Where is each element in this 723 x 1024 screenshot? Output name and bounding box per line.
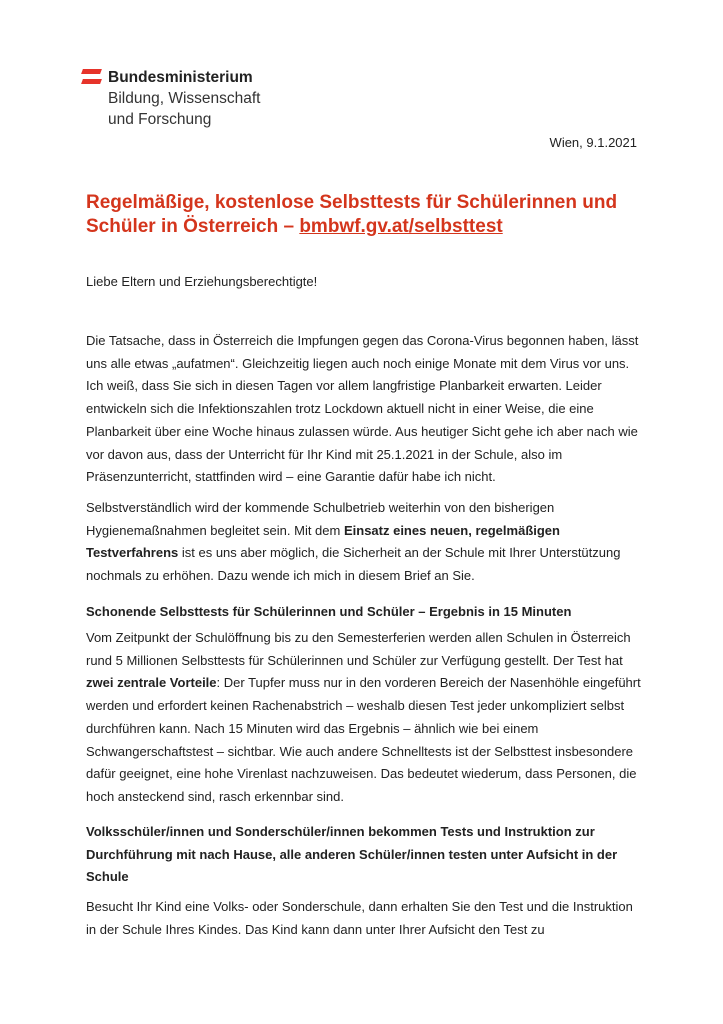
page-title bbox=[86, 191, 646, 239]
title-text: Regelmäßige, kostenlose Selbsttests für Schülerinnen und Schüler in Österreich – bbox=[86, 192, 618, 237]
ministry-name-line3: und Forschung bbox=[108, 111, 212, 128]
salutation: Liebe Eltern und Erziehungsberechtigte! bbox=[86, 274, 318, 289]
paragraph-3: Vom Zeitpunkt der Schulöffnung bis zu den Semesterferien werden allen Schulen in Österreich rund 5 Millionen Selbsttests für Schülerinnen und Schüler zur Verfügung gestellt. Der Test hat zwei zentrale Vorteile: Der Tupfer muss nur in den vorderen Bereich der Nasenhöhle eingeführt werden und erfordert keinen Rachenabstrich – weshalb diesen Test jeder unkompliziert selbst durchführen kann. Nach 15 Minuten wird das Ergebnis – ähnlich wie bei einem Schwangerschaftstest – sichtbar. Wie auch andere Schnelltests ist der Selbsttest insbesondere dafür geeignet, eine hohe Virenlast nachzuweisen. Das bedeutet wiederum, dass Personen, die hoch ansteckend sind, rasch erkennbar sind. bbox=[86, 630, 641, 804]
section-heading-volksschule: Volksschüler/innen und Sonderschüler/innen bekommen Tests und Instruktion zur Durchführung mit nach Hause, alle anderen Schüler/innen testen unter Aufsicht in der Schule bbox=[86, 824, 618, 885]
paragraph-3-bold: zwei zentrale Vorteile bbox=[86, 675, 217, 691]
paragraph-2-bold: Einsatz eines neuen, regelmäßigen Testverfahrens bbox=[86, 522, 560, 561]
paragraph-4: Besucht Ihr Kind eine Volks- oder Sonderschule, dann erhalten Sie den Test und die Instruktion in der Schule Ihres Kindes. Das Kind kann dann unter Ihrer Aufsicht den Test zu bbox=[86, 899, 633, 937]
letter-date: Wien, 9.1.2021 bbox=[549, 135, 637, 150]
ministry-name bbox=[108, 67, 338, 130]
section-heading-selbsttests: Schonende Selbsttests für Schülerinnen und Schüler – Ergebnis in 15 Minuten bbox=[86, 604, 572, 619]
ministry-name-line1: Bundesministerium bbox=[108, 69, 253, 86]
paragraph-1: Die Tatsache, dass in Österreich die Impfungen gegen das Corona-Virus begonnen haben, lässt uns alle etwas „aufatmen“. Gleichzeitig liegen auch noch einige Monate mit dem Virus vor uns. Ich weiß, dass Sie sich in diesen Tagen vor allem langfristige Planbarkeit erwarten. Leider entwickeln sich die Infektionszahlen trotz Lockdown aktuell nicht in einer Weise, die eine Planbarkeit über eine Woche hinaus zulassen würde. Aus heutiger Sicht gehe ich aber nach wie vor davon aus, dass der Unterricht für Ihr Kind mit 25.1.2021 in der Schule, also im Präsenzunterricht, stattfinden wird – eine Garantie dafür habe ich nicht. bbox=[86, 333, 639, 485]
paragraph-2: Selbstverständlich wird der kommende Schulbetrieb weiterhin von den bisherigen Hygienemaßnahmen begleitet sein. Mit dem Einsatz eines neuen, regelmäßigen Testverfahrens ist es uns aber möglich, die Sicherheit an der Schule mit Ihrer Unterstützung nochmals zu erhöhen. Dazu wende ich mich in diesem Brief an Sie. bbox=[86, 500, 621, 584]
austria-flag-icon bbox=[82, 67, 101, 87]
selbsttest-link[interactable]: bmbwf.gv.at/selbsttest bbox=[299, 216, 503, 237]
ministry-name-line2: Bildung, Wissenschaft bbox=[108, 90, 261, 107]
